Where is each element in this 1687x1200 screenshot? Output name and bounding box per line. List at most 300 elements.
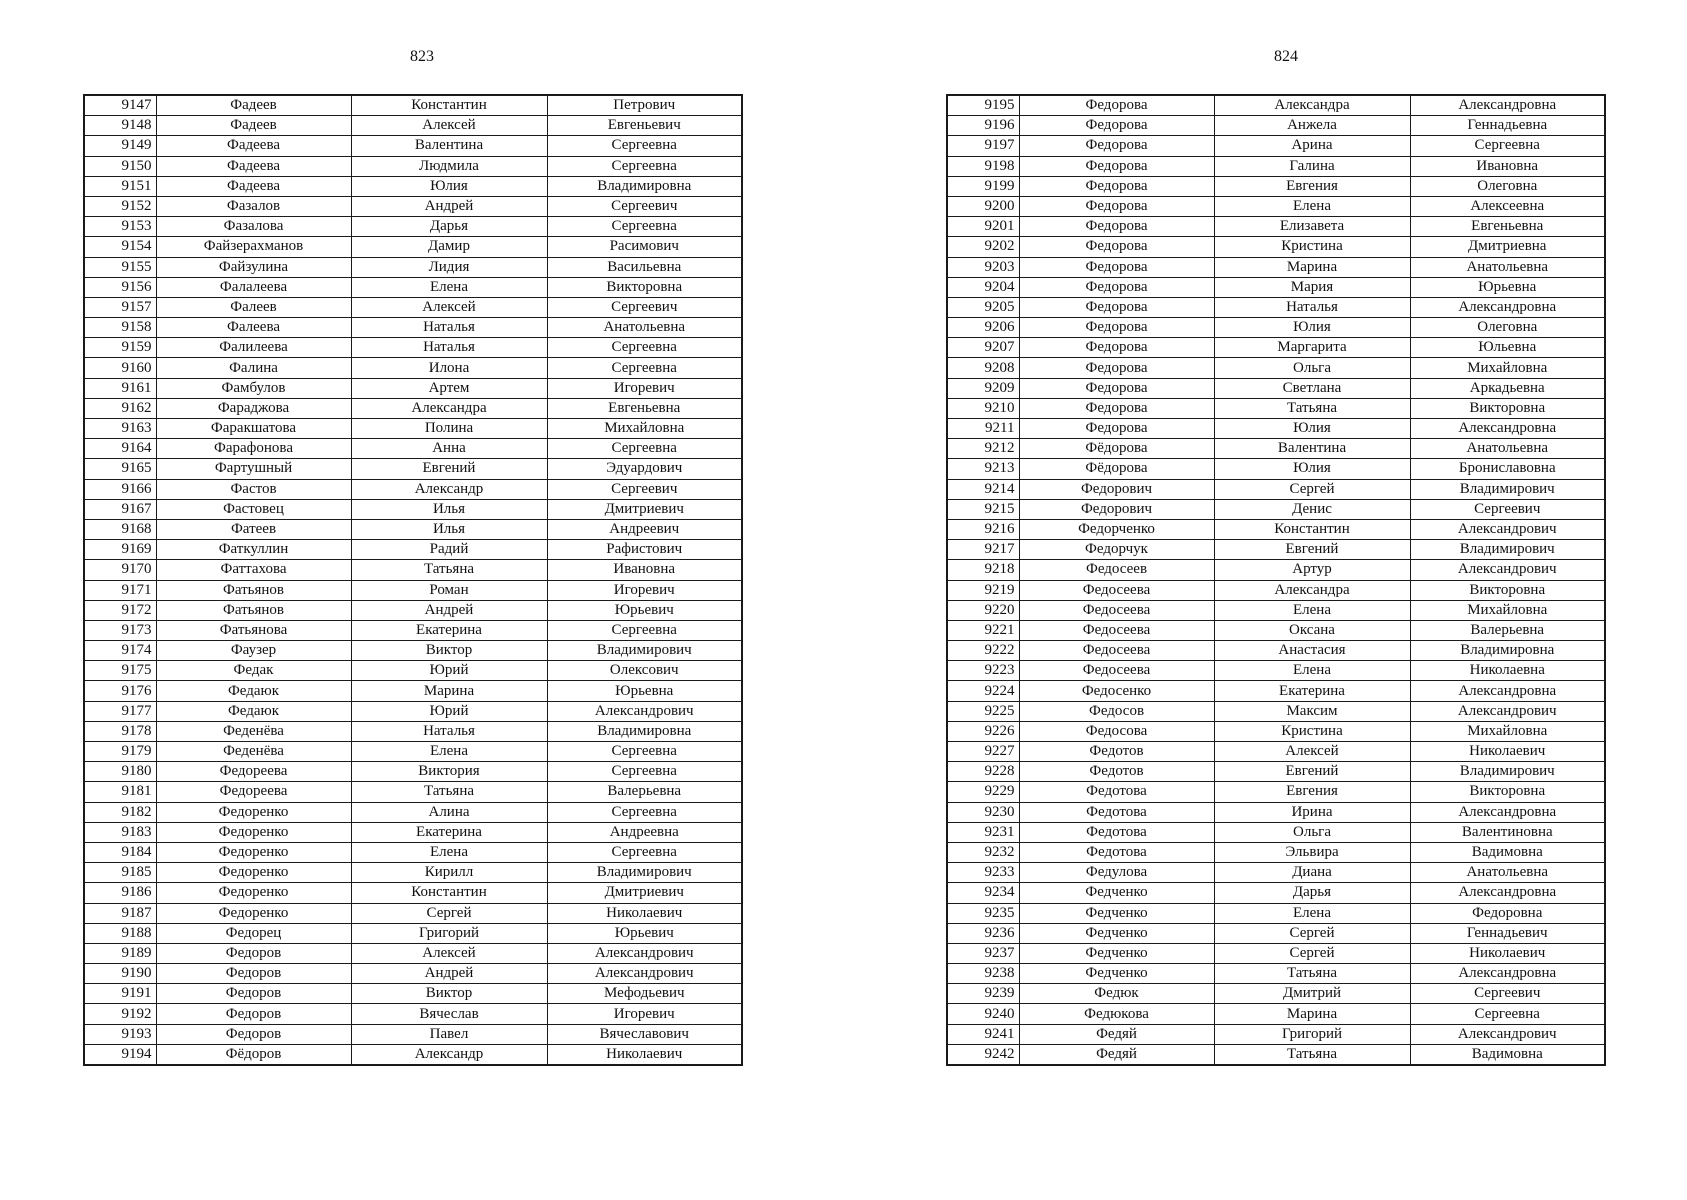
first-name-cell: Сергей: [1214, 943, 1410, 963]
row-number-cell: 9164: [84, 439, 156, 459]
row-number-cell: 9206: [947, 318, 1019, 338]
first-name-cell: Дамир: [351, 237, 547, 257]
first-name-cell: Дарья: [351, 217, 547, 237]
row-number-cell: 9226: [947, 721, 1019, 741]
first-name-cell: Мария: [1214, 277, 1410, 297]
last-name-cell: Федорова: [1019, 196, 1214, 216]
table-row: [84, 762, 742, 782]
patronymic-cell: Владимирович: [1410, 479, 1605, 499]
page-number-left: 823: [410, 48, 434, 65]
first-name-cell: Елена: [351, 277, 547, 297]
patronymic-cell: Петрович: [547, 95, 742, 116]
first-name-cell: Татьяна: [1214, 964, 1410, 984]
last-name-cell: Фадеева: [156, 136, 351, 156]
last-name-cell: Фазалов: [156, 196, 351, 216]
last-name-cell: Фатьянов: [156, 580, 351, 600]
first-name-cell: Андрей: [351, 964, 547, 984]
name-table-right: [946, 94, 1606, 1066]
row-number-cell: 9222: [947, 641, 1019, 661]
table-row: [84, 540, 742, 560]
patronymic-cell: Михайловна: [547, 419, 742, 439]
row-number-cell: 9214: [947, 479, 1019, 499]
patronymic-cell: Викторовна: [547, 277, 742, 297]
table-row: [84, 156, 742, 176]
first-name-cell: Евгений: [1214, 762, 1410, 782]
patronymic-cell: Сергеевич: [1410, 499, 1605, 519]
patronymic-cell: Александровна: [1410, 297, 1605, 317]
patronymic-cell: Ивановна: [1410, 156, 1605, 176]
last-name-cell: Фадеев: [156, 116, 351, 136]
table-row: [947, 156, 1605, 176]
first-name-cell: Марина: [1214, 257, 1410, 277]
patronymic-cell: Алексеевна: [1410, 196, 1605, 216]
last-name-cell: Фалалеева: [156, 277, 351, 297]
row-number-cell: 9229: [947, 782, 1019, 802]
row-number-cell: 9159: [84, 338, 156, 358]
first-name-cell: Валентина: [351, 136, 547, 156]
row-number-cell: 9180: [84, 762, 156, 782]
last-name-cell: Федосеева: [1019, 620, 1214, 640]
patronymic-cell: Игоревич: [547, 378, 742, 398]
last-name-cell: Федченко: [1019, 903, 1214, 923]
last-name-cell: Федосова: [1019, 721, 1214, 741]
last-name-cell: Федорович: [1019, 479, 1214, 499]
first-name-cell: Татьяна: [1214, 398, 1410, 418]
patronymic-cell: Викторовна: [1410, 782, 1605, 802]
first-name-cell: Ольга: [1214, 358, 1410, 378]
last-name-cell: Федяй: [1019, 1044, 1214, 1065]
row-number-cell: 9190: [84, 964, 156, 984]
patronymic-cell: Игоревич: [547, 1004, 742, 1024]
table-row: [947, 782, 1605, 802]
table-row: [84, 964, 742, 984]
last-name-cell: Федоров: [156, 1024, 351, 1044]
last-name-cell: Фадеева: [156, 176, 351, 196]
row-number-cell: 9181: [84, 782, 156, 802]
first-name-cell: Елена: [1214, 661, 1410, 681]
table-row: [84, 782, 742, 802]
row-number-cell: 9172: [84, 600, 156, 620]
patronymic-cell: Анатольевна: [547, 318, 742, 338]
last-name-cell: Федюк: [1019, 984, 1214, 1004]
last-name-cell: Фаракшатова: [156, 419, 351, 439]
first-name-cell: Денис: [1214, 499, 1410, 519]
patronymic-cell: Вячеславович: [547, 1024, 742, 1044]
last-name-cell: Федорова: [1019, 136, 1214, 156]
last-name-cell: Фарафонова: [156, 439, 351, 459]
patronymic-cell: Викторовна: [1410, 398, 1605, 418]
table-row: [84, 136, 742, 156]
last-name-cell: Федосеева: [1019, 661, 1214, 681]
last-name-cell: Фёдоров: [156, 1044, 351, 1065]
last-name-cell: Федорова: [1019, 419, 1214, 439]
table-row: [84, 257, 742, 277]
last-name-cell: Федоров: [156, 943, 351, 963]
table-row: [84, 459, 742, 479]
patronymic-cell: Юрьевна: [1410, 277, 1605, 297]
first-name-cell: Александра: [351, 398, 547, 418]
row-number-cell: 9213: [947, 459, 1019, 479]
patronymic-cell: Юрьевна: [547, 681, 742, 701]
table-row: [84, 620, 742, 640]
last-name-cell: Фалеев: [156, 297, 351, 317]
last-name-cell: Федорова: [1019, 297, 1214, 317]
patronymic-cell: Геннадьевна: [1410, 116, 1605, 136]
row-number-cell: 9160: [84, 358, 156, 378]
row-number-cell: 9189: [84, 943, 156, 963]
table-row: [84, 419, 742, 439]
last-name-cell: Федосов: [1019, 701, 1214, 721]
table-row: [947, 398, 1605, 418]
last-name-cell: Федосеева: [1019, 641, 1214, 661]
table-row: [947, 863, 1605, 883]
last-name-cell: Фазалова: [156, 217, 351, 237]
last-name-cell: Федосенко: [1019, 681, 1214, 701]
row-number-cell: 9163: [84, 419, 156, 439]
table-row: [947, 701, 1605, 721]
row-number-cell: 9200: [947, 196, 1019, 216]
row-number-cell: 9165: [84, 459, 156, 479]
row-number-cell: 9154: [84, 237, 156, 257]
patronymic-cell: Александрович: [1410, 1024, 1605, 1044]
table-row: [947, 600, 1605, 620]
table-row: [84, 519, 742, 539]
first-name-cell: Анастасия: [1214, 641, 1410, 661]
patronymic-cell: Александровна: [1410, 95, 1605, 116]
table-row: [84, 742, 742, 762]
table-row: [947, 419, 1605, 439]
last-name-cell: Федореева: [156, 782, 351, 802]
last-name-cell: Федорова: [1019, 95, 1214, 116]
last-name-cell: Федоренко: [156, 802, 351, 822]
first-name-cell: Радий: [351, 540, 547, 560]
patronymic-cell: Евгеньевна: [547, 398, 742, 418]
patronymic-cell: Федоровна: [1410, 903, 1605, 923]
last-name-cell: Федотова: [1019, 822, 1214, 842]
last-name-cell: Федотова: [1019, 802, 1214, 822]
first-name-cell: Арина: [1214, 136, 1410, 156]
first-name-cell: Виктор: [351, 984, 547, 1004]
last-name-cell: Федорова: [1019, 257, 1214, 277]
first-name-cell: Кристина: [1214, 237, 1410, 257]
table-row: [84, 984, 742, 1004]
row-number-cell: 9230: [947, 802, 1019, 822]
row-number-cell: 9148: [84, 116, 156, 136]
first-name-cell: Сергей: [1214, 923, 1410, 943]
patronymic-cell: Рафистович: [547, 540, 742, 560]
first-name-cell: Галина: [1214, 156, 1410, 176]
first-name-cell: Евгений: [351, 459, 547, 479]
first-name-cell: Маргарита: [1214, 338, 1410, 358]
first-name-cell: Евгения: [1214, 176, 1410, 196]
patronymic-cell: Владимировна: [547, 176, 742, 196]
row-number-cell: 9194: [84, 1044, 156, 1065]
patronymic-cell: Владимировна: [1410, 641, 1605, 661]
last-name-cell: Федоров: [156, 984, 351, 1004]
table-row: [947, 499, 1605, 519]
first-name-cell: Юлия: [1214, 419, 1410, 439]
last-name-cell: Федорова: [1019, 217, 1214, 237]
row-number-cell: 9182: [84, 802, 156, 822]
patronymic-cell: Дмитриевич: [547, 883, 742, 903]
last-name-cell: Фатьянов: [156, 600, 351, 620]
last-name-cell: Файзулина: [156, 257, 351, 277]
row-number-cell: 9169: [84, 540, 156, 560]
row-number-cell: 9198: [947, 156, 1019, 176]
table-row: [947, 903, 1605, 923]
first-name-cell: Андрей: [351, 600, 547, 620]
row-number-cell: 9210: [947, 398, 1019, 418]
first-name-cell: Эльвира: [1214, 842, 1410, 862]
table-row: [84, 701, 742, 721]
table-row: [947, 762, 1605, 782]
row-number-cell: 9212: [947, 439, 1019, 459]
last-name-cell: Федченко: [1019, 883, 1214, 903]
row-number-cell: 9239: [947, 984, 1019, 1004]
first-name-cell: Наталья: [351, 721, 547, 741]
row-number-cell: 9161: [84, 378, 156, 398]
first-name-cell: Григорий: [351, 923, 547, 943]
last-name-cell: Федченко: [1019, 964, 1214, 984]
first-name-cell: Сергей: [1214, 479, 1410, 499]
patronymic-cell: Евгеньевич: [547, 116, 742, 136]
patronymic-cell: Владимирович: [1410, 540, 1605, 560]
row-number-cell: 9238: [947, 964, 1019, 984]
patronymic-cell: Сергеевна: [547, 620, 742, 640]
table-row: [947, 378, 1605, 398]
row-number-cell: 9193: [84, 1024, 156, 1044]
table-row: [84, 398, 742, 418]
table-row: [84, 842, 742, 862]
first-name-cell: Алексей: [1214, 742, 1410, 762]
first-name-cell: Татьяна: [1214, 1044, 1410, 1065]
row-number-cell: 9168: [84, 519, 156, 539]
table-row: [84, 681, 742, 701]
last-name-cell: Федоров: [156, 964, 351, 984]
table-row: [84, 903, 742, 923]
table-row: [84, 943, 742, 963]
patronymic-cell: Николаевич: [547, 1044, 742, 1065]
first-name-cell: Илья: [351, 519, 547, 539]
table-row: [84, 883, 742, 903]
patronymic-cell: Александровна: [1410, 419, 1605, 439]
table-row: [84, 641, 742, 661]
table-row: [947, 943, 1605, 963]
table-row: [947, 661, 1605, 681]
last-name-cell: Фатеев: [156, 519, 351, 539]
patronymic-cell: Николаевич: [1410, 742, 1605, 762]
row-number-cell: 9157: [84, 297, 156, 317]
row-number-cell: 9242: [947, 1044, 1019, 1065]
patronymic-cell: Юрьевич: [547, 923, 742, 943]
first-name-cell: Григорий: [1214, 1024, 1410, 1044]
first-name-cell: Светлана: [1214, 378, 1410, 398]
first-name-cell: Елена: [1214, 903, 1410, 923]
first-name-cell: Лидия: [351, 257, 547, 277]
table-row: [84, 338, 742, 358]
patronymic-cell: Александрович: [1410, 560, 1605, 580]
table-row: [84, 378, 742, 398]
patronymic-cell: Валерьевна: [547, 782, 742, 802]
patronymic-cell: Брониславовна: [1410, 459, 1605, 479]
first-name-cell: Алексей: [351, 116, 547, 136]
row-number-cell: 9231: [947, 822, 1019, 842]
patronymic-cell: Ивановна: [547, 560, 742, 580]
last-name-cell: Федулова: [1019, 863, 1214, 883]
page-number-right: 824: [1274, 48, 1298, 65]
first-name-cell: Виктория: [351, 762, 547, 782]
row-number-cell: 9237: [947, 943, 1019, 963]
row-number-cell: 9219: [947, 580, 1019, 600]
last-name-cell: Федореева: [156, 762, 351, 782]
last-name-cell: Федорова: [1019, 176, 1214, 196]
row-number-cell: 9211: [947, 419, 1019, 439]
patronymic-cell: Сергеевна: [1410, 1004, 1605, 1024]
table-row: [947, 641, 1605, 661]
patronymic-cell: Евгеньевна: [1410, 217, 1605, 237]
last-name-cell: Фадеева: [156, 156, 351, 176]
row-number-cell: 9162: [84, 398, 156, 418]
patronymic-cell: Александровна: [1410, 964, 1605, 984]
first-name-cell: Александра: [1214, 580, 1410, 600]
table-row: [84, 822, 742, 842]
last-name-cell: Федотов: [1019, 742, 1214, 762]
first-name-cell: Анжела: [1214, 116, 1410, 136]
row-number-cell: 9221: [947, 620, 1019, 640]
first-name-cell: Илона: [351, 358, 547, 378]
first-name-cell: Елена: [351, 742, 547, 762]
last-name-cell: Фёдорова: [1019, 439, 1214, 459]
last-name-cell: Федорович: [1019, 499, 1214, 519]
patronymic-cell: Дмитриевна: [1410, 237, 1605, 257]
table-row: [84, 196, 742, 216]
row-number-cell: 9196: [947, 116, 1019, 136]
row-number-cell: 9191: [84, 984, 156, 1004]
patronymic-cell: Эдуардович: [547, 459, 742, 479]
last-name-cell: Федорова: [1019, 116, 1214, 136]
first-name-cell: Сергей: [351, 903, 547, 923]
table-row: [84, 802, 742, 822]
first-name-cell: Роман: [351, 580, 547, 600]
first-name-cell: Юрий: [351, 701, 547, 721]
first-name-cell: Константин: [351, 95, 547, 116]
last-name-cell: Федорова: [1019, 338, 1214, 358]
table-row: [947, 1004, 1605, 1024]
row-number-cell: 9178: [84, 721, 156, 741]
table-row: [84, 217, 742, 237]
table-row: [84, 923, 742, 943]
patronymic-cell: Юрьевич: [547, 600, 742, 620]
last-name-cell: Фамбулов: [156, 378, 351, 398]
last-name-cell: Фастовец: [156, 499, 351, 519]
patronymic-cell: Валерьевна: [1410, 620, 1605, 640]
last-name-cell: Федосеева: [1019, 580, 1214, 600]
table-row: [947, 358, 1605, 378]
patronymic-cell: Сергеевна: [547, 762, 742, 782]
patronymic-cell: Анатольевна: [1410, 257, 1605, 277]
patronymic-cell: Олексович: [547, 661, 742, 681]
patronymic-cell: Сергеевна: [547, 217, 742, 237]
patronymic-cell: Анатольевна: [1410, 863, 1605, 883]
row-number-cell: 9241: [947, 1024, 1019, 1044]
table-row: [947, 620, 1605, 640]
patronymic-cell: Михайловна: [1410, 358, 1605, 378]
table-row: [84, 277, 742, 297]
last-name-cell: Фалилеева: [156, 338, 351, 358]
first-name-cell: Елена: [351, 842, 547, 862]
first-name-cell: Алина: [351, 802, 547, 822]
first-name-cell: Наталья: [351, 318, 547, 338]
last-name-cell: Фастов: [156, 479, 351, 499]
row-number-cell: 9150: [84, 156, 156, 176]
last-name-cell: Федосеев: [1019, 560, 1214, 580]
table-row: [947, 136, 1605, 156]
table-row: [947, 297, 1605, 317]
table-row: [947, 923, 1605, 943]
first-name-cell: Татьяна: [351, 782, 547, 802]
patronymic-cell: Владимирович: [1410, 762, 1605, 782]
first-name-cell: Кристина: [1214, 721, 1410, 741]
patronymic-cell: Александрович: [1410, 519, 1605, 539]
last-name-cell: Феденёва: [156, 742, 351, 762]
row-number-cell: 9232: [947, 842, 1019, 862]
first-name-cell: Павел: [351, 1024, 547, 1044]
patronymic-cell: Сергеевна: [547, 136, 742, 156]
first-name-cell: Илья: [351, 499, 547, 519]
last-name-cell: Федорчук: [1019, 540, 1214, 560]
patronymic-cell: Николаевич: [547, 903, 742, 923]
last-name-cell: Федотова: [1019, 782, 1214, 802]
patronymic-cell: Сергеевич: [1410, 984, 1605, 1004]
patronymic-cell: Андреевна: [547, 822, 742, 842]
patronymic-cell: Валентиновна: [1410, 822, 1605, 842]
table-row: [947, 984, 1605, 1004]
first-name-cell: Юлия: [351, 176, 547, 196]
last-name-cell: Федяй: [1019, 1024, 1214, 1044]
patronymic-cell: Аркадьевна: [1410, 378, 1605, 398]
row-number-cell: 9205: [947, 297, 1019, 317]
first-name-cell: Валентина: [1214, 439, 1410, 459]
row-number-cell: 9176: [84, 681, 156, 701]
last-name-cell: Федак: [156, 661, 351, 681]
row-number-cell: 9240: [947, 1004, 1019, 1024]
row-number-cell: 9158: [84, 318, 156, 338]
table-row: [84, 439, 742, 459]
table-row: [947, 439, 1605, 459]
table-row: [947, 176, 1605, 196]
row-number-cell: 9218: [947, 560, 1019, 580]
row-number-cell: 9204: [947, 277, 1019, 297]
patronymic-cell: Александровна: [1410, 802, 1605, 822]
row-number-cell: 9209: [947, 378, 1019, 398]
first-name-cell: Виктор: [351, 641, 547, 661]
first-name-cell: Евгений: [1214, 540, 1410, 560]
last-name-cell: Федорова: [1019, 237, 1214, 257]
first-name-cell: Константин: [1214, 519, 1410, 539]
patronymic-cell: Сергеевна: [547, 742, 742, 762]
first-name-cell: Кирилл: [351, 863, 547, 883]
first-name-cell: Дмитрий: [1214, 984, 1410, 1004]
row-number-cell: 9183: [84, 822, 156, 842]
first-name-cell: Наталья: [1214, 297, 1410, 317]
first-name-cell: Максим: [1214, 701, 1410, 721]
patronymic-cell: Сергеевна: [547, 338, 742, 358]
row-number-cell: 9173: [84, 620, 156, 640]
row-number-cell: 9187: [84, 903, 156, 923]
first-name-cell: Татьяна: [351, 560, 547, 580]
row-number-cell: 9167: [84, 499, 156, 519]
table-row: [84, 1024, 742, 1044]
